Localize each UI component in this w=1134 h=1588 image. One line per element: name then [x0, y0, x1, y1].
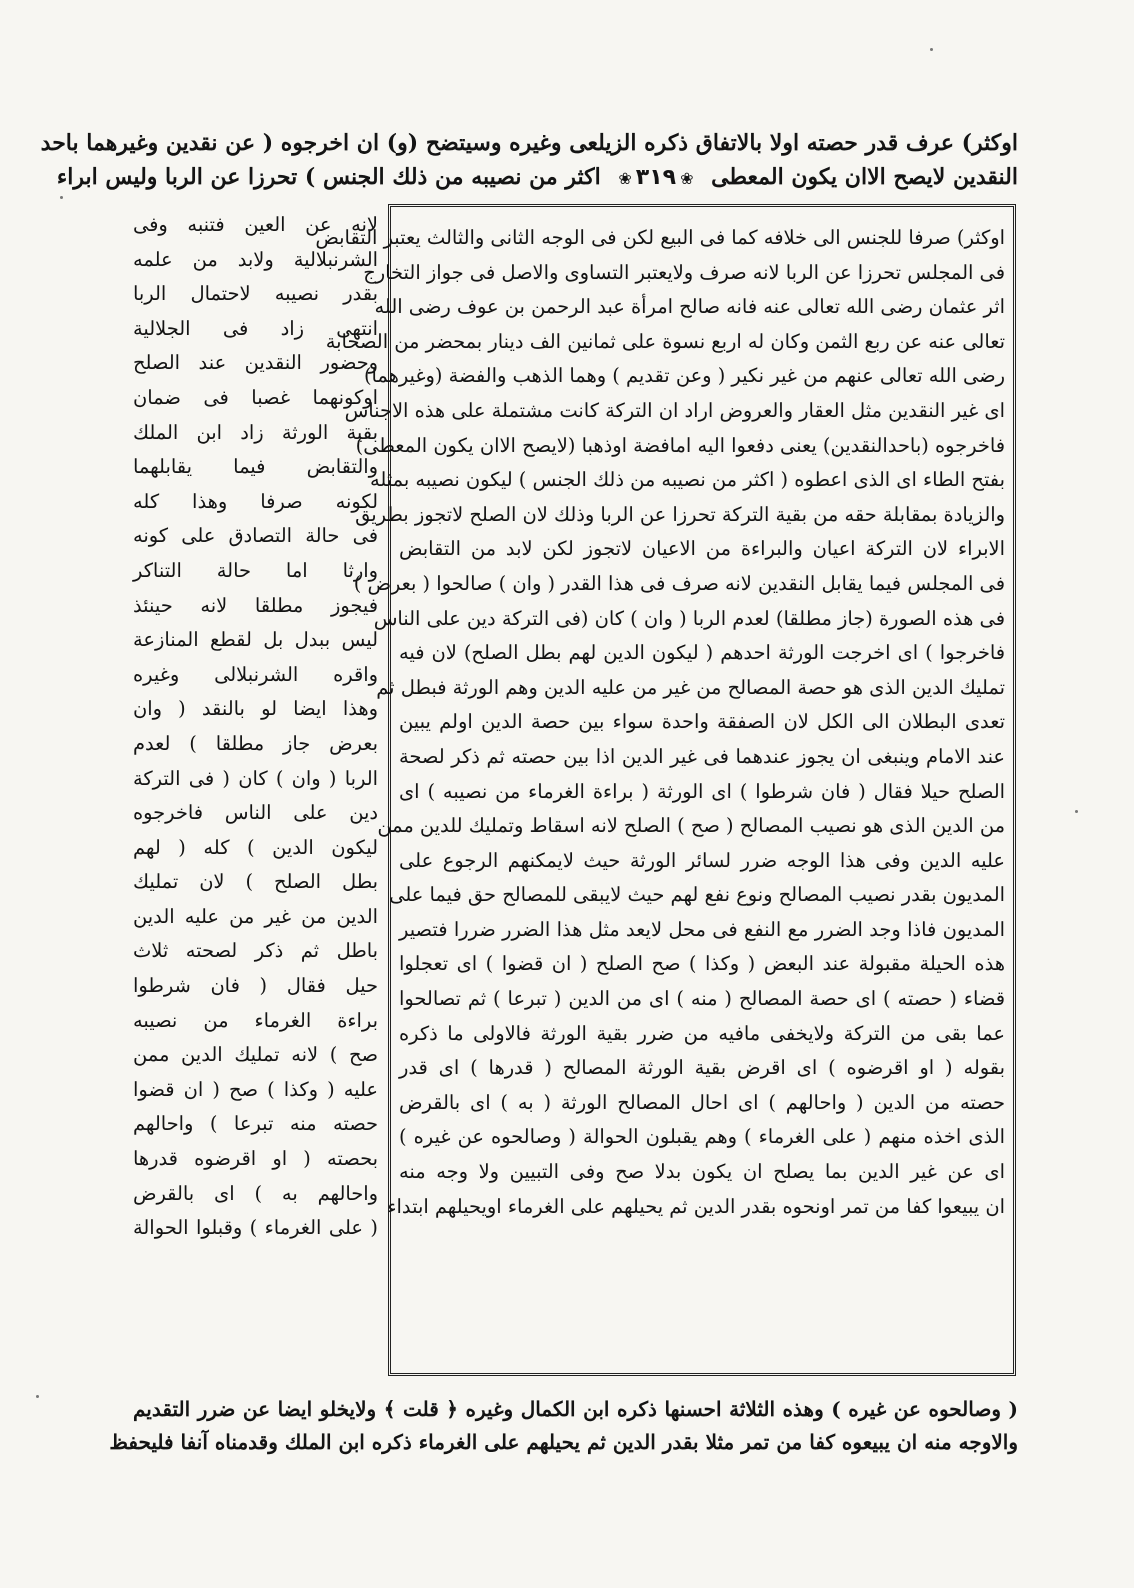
margin-line: حصته منه تبرعا ) واحالهم	[133, 1112, 378, 1136]
commentary-line: الصلح حيلا فقال ( فان شرطوا ) اى الورثة ( براءة الغرماء من نصيبه ) اى	[399, 779, 1005, 803]
commentary-line: الذى اخذه منهم ( على الغرماء ) وهم يقبلون الحوالة ( وصالحوه عن غيره )	[399, 1125, 1005, 1149]
margin-line: حيل فقال ( فان شرطوا	[133, 974, 378, 998]
margin-line: باطل ثم ذكر لصحته ثلاث	[133, 939, 378, 963]
margin-line: بعرض جاز مطلقا ) لعدم	[133, 731, 378, 755]
commentary-line: فى هذه الصورة (جاز مطلقا) لعدم الربا ( وان ) كان (فى التركة دين على الناس	[373, 606, 1005, 630]
scan-speck	[60, 196, 63, 199]
commentary-text	[315, 221, 1005, 1365]
commentary-line: فاخرجوا ) اى اخرجت الورثة احدهم ( ليكون الدين لهم بطل الصلح) لان فيه	[399, 641, 1005, 665]
margin-gloss	[133, 208, 378, 1246]
page-number: ❀ ٣١٩ ❀	[608, 161, 703, 196]
commentary-line: فاخرجوه (باحدالنقدين) يعنى دفعوا اليه امافضة اوذهبا (لايصح الاان يكون المعطى)	[355, 433, 1005, 457]
commentary-line: الابراء لان التركة اعيان والبراءة من الاعيان لاتجوز لكن لابد من التقابض	[399, 537, 1005, 561]
margin-line: الربا ( وان ) كان ( فى التركة	[133, 766, 378, 790]
header-line-2-left: اكثر من نصيبه من ذلك الجنس ) تحرزا عن الربا وليس ابراء	[56, 164, 601, 190]
commentary-line: والزيادة بمقابلة حقه من بقية التركة تحرزا عن الربا وذلك لان الصلح لاتجوز بطريق	[355, 502, 1005, 526]
margin-line: الدين من غير من عليه الدين	[133, 904, 378, 928]
margin-line: الشرنبلالية ولابد من علمه	[133, 247, 378, 271]
commentary-line: تعدى البطلان الى الكل لان الصفقة واحدة سواء بين حصة الدين اولم يبين	[399, 710, 1005, 734]
margin-line: بحصته ( او اقرضوه قدرها	[133, 1147, 378, 1171]
commentary-line: رضى الله تعالى عنهم من غير نكير ( وعن تقديم ) وهما الذهب والفضة (وغيرهما)	[363, 364, 1005, 388]
margin-line: وهذا ايضا لو بالنقد ( وان	[133, 697, 378, 721]
margin-line: فى حالة التصادق على كونه	[133, 524, 378, 548]
margin-line: وارثا اما حالة التناكر	[133, 558, 378, 582]
page-footer	[109, 1393, 1018, 1459]
margin-line: واقره الشرنبلالى وغيره	[133, 662, 378, 686]
commentary-line: بقوله ( او اقرضوه ) اى اقرض بقية الورثة المصالح ( قدرها ) اى قدر	[399, 1056, 1005, 1080]
commentary-line: المديون بقدر نصيب المصالح ونوع نفع لهم حيث لايبقى للمصالح حق فيما على	[389, 883, 1005, 907]
margin-line: بطل الصلح ) لان تمليك	[133, 870, 378, 894]
commentary-line: تعالى عنه عن ربع الثمن وكان له اربع نسوة على ثمانين الف دينار بمحضر من الصحابة	[325, 329, 1005, 353]
commentary-line: اوكثر) صرفا للجنس الى خلافه كما فى البيع لكن فى الوجه الثانى والثالث يعتبر التقابض	[315, 226, 1005, 249]
margin-line: بقية الورثة زاد ابن الملك	[133, 420, 378, 444]
commentary-line: المديون فاذا وجد الضرر مع النفع فى محل لايعد مثل هذا الضرر ضررا فتصير	[399, 917, 1005, 941]
margin-line: ليكون الدين ) كله ( لهم	[133, 835, 378, 859]
margin-line: وحضور النقدين عند الصلح	[133, 351, 378, 375]
footer-line: ( وصالحوه عن غيره ) وهذه الثلاثة احسنها ذكره ابن الكمال وغيره ﴿ قلت ﴾ ولايخلو ايضا عن ضرر التقديم	[133, 1397, 1018, 1421]
commentary-line: عما بقى من التركة ولايخفى مافيه من ضرر بقية الورثة فالاولى ما ذكره	[399, 1021, 1005, 1045]
commentary-line: هذه الحيلة مقبولة عند البعض ( وكذا ) صح الصلح ( ان قضوا ) اى تعجلوا	[399, 952, 1005, 976]
commentary-line: بفتح الطاء اى الذى اعطوه ( اكثر من نصيبه من ذلك الجنس ) ليكون نصيبه بمثله	[370, 468, 1005, 492]
footer-line: والاوجه منه ان يبيعوه كفا من تمر مثلا بقدر الدين ثم يحيلهم على الغرماء ذكره ابن الملك وقدمناه آنفا فليحفظ	[109, 1430, 1018, 1454]
commentary-line: حصته من الدين ( واحالهم ) اى احال المصالح الورثة ( به ) اى بالقرض	[399, 1090, 1005, 1114]
commentary-line: اى عن غير الدين بما يصلح ان يكون بدلا صح وفى التبيين ولا وجه منه	[399, 1160, 1005, 1184]
margin-line: بقدر نصيبه لاحتمال الربا	[133, 282, 378, 306]
page-header	[40, 126, 1018, 196]
margin-line: والتقابض فيما يقابلهما	[133, 455, 378, 479]
commentary-line: عند الامام وينبغى ان يجوز عندهما فى غير الدين اذا بين حصته ثم ذكر لصحة	[399, 744, 1005, 768]
margin-line: لكونه صرفا وهذا كله	[133, 489, 378, 513]
margin-line: عليه ( وكذا ) صح ( ان قضوا	[133, 1077, 378, 1101]
margin-line: اوكونهما غصبا فى ضمان	[133, 385, 378, 409]
commentary-line: من الدين الذى هو نصيب المصالح ( صح ) الصلح لانه اسقاط وتمليك للدين ممن	[377, 814, 1005, 838]
margin-line: واحالهم به ) اى بالقرض	[133, 1181, 378, 1205]
margin-line: انتهى زاد فى الجلالية	[133, 316, 378, 340]
scan-speck	[36, 1395, 39, 1398]
commentary-frame	[315, 204, 1016, 1376]
header-line-2-right: النقدين لايصح الاان يكون المعطى	[711, 164, 1018, 190]
commentary-line: تمليك الدين الذى هو حصة المصالح من غير من عليه الدين وهم الورثة فبطل ثم	[376, 675, 1005, 699]
commentary-line: اثر عثمان رضى الله تعالى عنه فانه صالح امرأة عبد الرحمن بن عوف رضى الله	[374, 295, 1005, 319]
margin-line: صح ) لانه تمليك الدين ممن	[133, 1043, 378, 1067]
margin-line: دين على الناس فاخرجوه	[133, 801, 378, 825]
commentary-line: عليه الدين وفى هذا الوجه ضرر لسائر الورثة حيث لايمكنهم الرجوع على	[399, 848, 1005, 872]
commentary-line: فى المجلس تحرزا عن الربا لانه صرف ولايعتبر التساوى والاصل فى جواز التخارج	[363, 260, 1005, 284]
commentary-line: اى غير النقدين مثل العقار والعروض اراد ان التركة كانت مشتملة على هذه الاجناس	[344, 398, 1005, 422]
margin-line: ( على الغرماء ) وقبلوا الحوالة	[133, 1216, 378, 1240]
margin-line: لانه عن العين فتنبه وفى	[133, 213, 378, 236]
commentary-line: قضاء ( حصته ) اى حصة المصالح ( منه ) اى من الدين ( تبرعا ) ثم تصالحوا	[399, 987, 1005, 1011]
header-line-2	[56, 160, 1018, 196]
commentary-line: فى المجلس فيما يقابل النقدين لانه صرف فى هذا القدر ( وان ) صالحوا ( بعرض )	[353, 571, 1005, 595]
commentary-line: ان يبيعوا كفا من تمر اونحوه بقدر الدين ثم يحيلهم على الغرماء اويحيلهم ابتداء	[387, 1194, 1005, 1218]
margin-line: براءة الغرماء من نصيبه	[133, 1008, 378, 1032]
scan-speck	[930, 48, 933, 51]
margin-line: فيجوز مطلقا لانه حينئذ	[133, 593, 378, 617]
margin-line: ليس ببدل بل لقطع المنازعة	[133, 628, 378, 652]
header-line-1: اوكثر) عرف قدر حصته اولا بالاتفاق ذكره الزيلعى وغيره وسيتضح (و) ان اخرجوه ( عن نقدين وغيرهما باحد	[40, 130, 1018, 156]
scan-speck	[1075, 810, 1078, 813]
